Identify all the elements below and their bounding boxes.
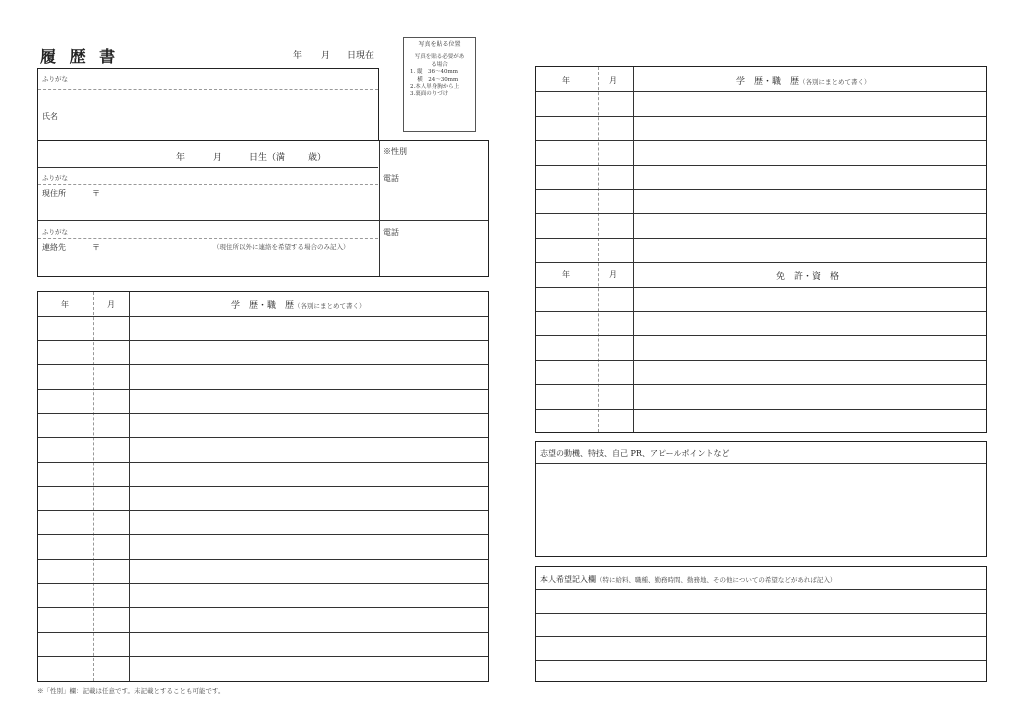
wishes-section [535, 566, 987, 682]
photo-line-5: 2.本人単身胸から上 [410, 84, 460, 91]
age-label: 歳） [308, 153, 327, 163]
licenses-year-header: 年 [562, 270, 570, 279]
history-right-year-header: 年 [562, 76, 570, 85]
date-month-label: 月 [321, 51, 331, 61]
history-left-year-header: 年 [61, 300, 69, 309]
contact-furigana-label: ふりがな [42, 228, 68, 236]
wishes-label: 本人希望記入欄（特に給料、職種、勤務時間、勤務地、その他についての希望などがあれば記入） [540, 575, 837, 584]
photo-line-6: 3.裏面のりづけ [410, 91, 449, 98]
photo-line-3: 1. 縦 36～40mm [410, 69, 458, 76]
birth-day-label: 日生（満 [249, 153, 286, 163]
gender-label: ※性別 [383, 147, 407, 156]
history-licenses-table-right [535, 66, 987, 433]
history-left-header: 学 歴・職 歴（各別にまとめて書く） [231, 301, 366, 311]
address-postal-mark: 〒 [92, 189, 100, 198]
photo-line-2: る場合 [431, 61, 448, 68]
motivation-label: 志望の動機、特技、自己 PR、アピールポイントなど [540, 449, 730, 458]
contact-phone-label: 電話 [383, 228, 399, 237]
birth-year-label: 年 [176, 153, 186, 163]
name-furigana-label: ふりがな [42, 75, 68, 83]
address-field[interactable] [38, 184, 379, 220]
address-furigana-label: ふりがな [42, 174, 68, 182]
birth-month-label: 月 [213, 153, 223, 163]
address-label: 現住所 [42, 189, 66, 198]
date-year-label: 年 [293, 51, 303, 61]
history-right-entry-area[interactable] [536, 92, 986, 238]
history-table-left [37, 291, 489, 682]
history-right-month-header: 月 [609, 76, 617, 85]
name-field[interactable] [38, 89, 378, 140]
address-section [37, 140, 489, 277]
page-title: 履 歴 書 [40, 47, 120, 66]
licenses-entry-area[interactable] [536, 287, 986, 432]
history-right-header: 学 歴・職 歴（各別にまとめて書く） [736, 77, 871, 87]
licenses-header: 免 許・資 格 [776, 272, 840, 282]
history-left-entry-area[interactable] [38, 316, 488, 681]
photo-line-1: 写真を貼る必要があ [414, 54, 465, 61]
date-day-label: 日現在 [347, 51, 375, 61]
name-section [37, 68, 379, 141]
phone-field[interactable] [379, 167, 489, 220]
photo-area[interactable] [403, 37, 476, 132]
contact-label: 連絡先 [42, 243, 66, 252]
contact-field[interactable] [38, 238, 379, 277]
contact-postal-mark: 〒 [92, 243, 100, 252]
motivation-section [535, 441, 987, 557]
motivation-field[interactable] [536, 464, 986, 556]
name-label: 氏名 [42, 112, 58, 121]
photo-line-4: 横 24～30mm [410, 76, 459, 83]
history-left-month-header: 月 [107, 300, 115, 309]
contact-note: （現住所以外に連絡を希望する場合のみ記入） [213, 243, 350, 251]
contact-phone-field[interactable] [379, 220, 489, 277]
licenses-month-header: 月 [609, 270, 617, 279]
photo-title: 写真を貼る位置 [418, 41, 461, 48]
wishes-field[interactable] [536, 590, 986, 681]
phone-label: 電話 [383, 174, 399, 183]
gender-field[interactable] [379, 141, 489, 167]
gender-footnote: ※「性別」欄：記載は任意です。未記載とすることも可能です。 [37, 687, 225, 695]
